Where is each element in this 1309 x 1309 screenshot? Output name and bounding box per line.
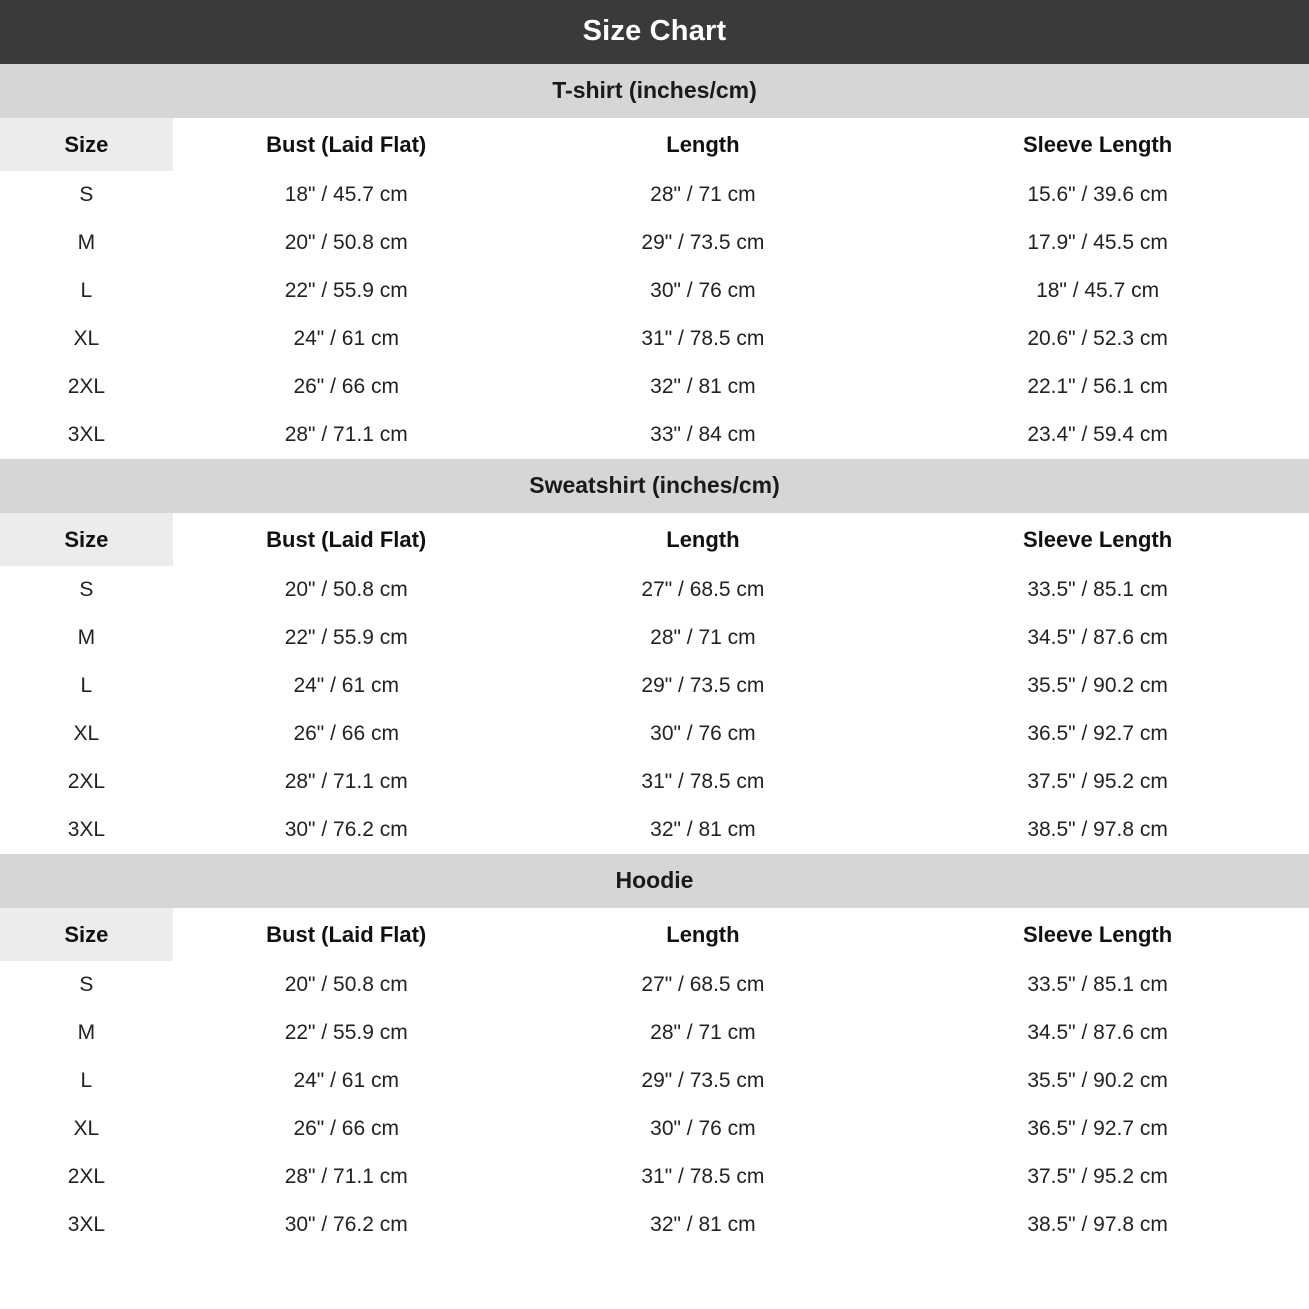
cell-length: 28" / 71 cm <box>650 626 756 649</box>
cell-bust: 20" / 50.8 cm <box>284 578 408 601</box>
size-table-sweatshirt <box>0 513 1309 854</box>
table-row <box>0 219 1309 267</box>
cell-sleeve: 34.5" / 87.6 cm <box>1027 1021 1168 1044</box>
column-header-size: Size <box>0 513 173 566</box>
cell-bust: 18" / 45.7 cm <box>284 183 408 206</box>
table-row <box>0 961 1309 1009</box>
cell-sleeve: 20.6" / 52.3 cm <box>1027 327 1168 350</box>
cell-sleeve: 22.1" / 56.1 cm <box>1027 375 1168 398</box>
cell-bust: 20" / 50.8 cm <box>284 973 408 996</box>
table-row <box>0 662 1309 710</box>
cell-bust: 22" / 55.9 cm <box>284 1021 408 1044</box>
cell-length: 32" / 81 cm <box>650 818 756 841</box>
section-heading-sweatshirt: Sweatshirt (inches/cm) <box>0 459 1309 513</box>
column-header-sleeve: Sleeve Length <box>1023 922 1173 947</box>
cell-size: L <box>80 279 93 302</box>
table-row <box>0 1153 1309 1201</box>
column-header-bust: Bust (Laid Flat) <box>266 922 427 947</box>
cell-length: 30" / 76 cm <box>650 722 756 745</box>
column-header-size: Size <box>0 908 173 961</box>
cell-size: XL <box>73 722 100 745</box>
table-header-row <box>0 118 1309 171</box>
cell-bust: 20" / 50.8 cm <box>284 231 408 254</box>
cell-length: 31" / 78.5 cm <box>641 327 765 350</box>
cell-bust: 26" / 66 cm <box>293 375 399 398</box>
cell-size: 3XL <box>67 818 106 841</box>
cell-size: XL <box>73 327 100 350</box>
table-row <box>0 411 1309 459</box>
table-header-row <box>0 908 1309 961</box>
cell-sleeve: 35.5" / 90.2 cm <box>1027 1069 1168 1092</box>
cell-bust: 24" / 61 cm <box>293 674 399 697</box>
cell-sleeve: 38.5" / 97.8 cm <box>1027 818 1168 841</box>
cell-bust: 22" / 55.9 cm <box>284 279 408 302</box>
column-header-length: Length <box>666 132 740 157</box>
cell-bust: 22" / 55.9 cm <box>284 626 408 649</box>
column-header-bust: Bust (Laid Flat) <box>266 527 427 552</box>
cell-length: 30" / 76 cm <box>650 279 756 302</box>
cell-sleeve: 34.5" / 87.6 cm <box>1027 626 1168 649</box>
column-header-sleeve: Sleeve Length <box>1023 527 1173 552</box>
section-heading-tshirt: T-shirt (inches/cm) <box>0 64 1309 118</box>
size-table-hoodie <box>0 908 1309 1249</box>
cell-sleeve: 36.5" / 92.7 cm <box>1027 1117 1168 1140</box>
table-row <box>0 710 1309 758</box>
cell-size: 2XL <box>67 375 106 398</box>
cell-sleeve: 35.5" / 90.2 cm <box>1027 674 1168 697</box>
column-header-length: Length <box>666 527 740 552</box>
cell-bust: 26" / 66 cm <box>293 722 399 745</box>
cell-bust: 30" / 76.2 cm <box>284 818 408 841</box>
table-row <box>0 1201 1309 1249</box>
cell-sleeve: 17.9" / 45.5 cm <box>1027 231 1168 254</box>
cell-size: 3XL <box>67 1213 106 1236</box>
cell-size: M <box>77 231 96 254</box>
column-header-size: Size <box>0 118 173 171</box>
cell-sleeve: 37.5" / 95.2 cm <box>1027 1165 1168 1188</box>
cell-sleeve: 38.5" / 97.8 cm <box>1027 1213 1168 1236</box>
table-row <box>0 1105 1309 1153</box>
table-row <box>0 1057 1309 1105</box>
cell-sleeve: 15.6" / 39.6 cm <box>1027 183 1168 206</box>
cell-size: L <box>80 1069 93 1092</box>
cell-sleeve: 23.4" / 59.4 cm <box>1027 423 1168 446</box>
table-row <box>0 758 1309 806</box>
table-header-row <box>0 513 1309 566</box>
cell-length: 32" / 81 cm <box>650 375 756 398</box>
size-table-tshirt <box>0 118 1309 459</box>
cell-size: S <box>79 183 94 206</box>
cell-length: 29" / 73.5 cm <box>641 674 765 697</box>
cell-bust: 28" / 71.1 cm <box>284 423 408 446</box>
cell-sleeve: 33.5" / 85.1 cm <box>1027 973 1168 996</box>
column-header-length: Length <box>666 922 740 947</box>
cell-length: 28" / 71 cm <box>650 183 756 206</box>
section-heading-hoodie: Hoodie <box>0 854 1309 908</box>
cell-size: 2XL <box>67 770 106 793</box>
table-row <box>0 315 1309 363</box>
cell-bust: 26" / 66 cm <box>293 1117 399 1140</box>
cell-length: 28" / 71 cm <box>650 1021 756 1044</box>
cell-size: S <box>79 973 94 996</box>
table-row <box>0 614 1309 662</box>
cell-length: 30" / 76 cm <box>650 1117 756 1140</box>
cell-sleeve: 36.5" / 92.7 cm <box>1027 722 1168 745</box>
cell-bust: 28" / 71.1 cm <box>284 770 408 793</box>
table-row <box>0 566 1309 614</box>
cell-length: 27" / 68.5 cm <box>641 578 765 601</box>
cell-size: M <box>77 1021 96 1044</box>
cell-size: L <box>80 674 93 697</box>
cell-length: 27" / 68.5 cm <box>641 973 765 996</box>
column-header-sleeve: Sleeve Length <box>1023 132 1173 157</box>
cell-length: 29" / 73.5 cm <box>641 1069 765 1092</box>
cell-length: 33" / 84 cm <box>650 423 756 446</box>
cell-bust: 28" / 71.1 cm <box>284 1165 408 1188</box>
page-title: Size Chart <box>0 0 1309 64</box>
cell-sleeve: 18" / 45.7 cm <box>1036 279 1160 302</box>
cell-bust: 24" / 61 cm <box>293 1069 399 1092</box>
column-header-bust: Bust (Laid Flat) <box>266 132 427 157</box>
cell-size: XL <box>73 1117 100 1140</box>
cell-sleeve: 37.5" / 95.2 cm <box>1027 770 1168 793</box>
table-row <box>0 1009 1309 1057</box>
cell-size: 2XL <box>67 1165 106 1188</box>
cell-bust: 24" / 61 cm <box>293 327 399 350</box>
cell-size: 3XL <box>67 423 106 446</box>
cell-size: M <box>77 626 96 649</box>
cell-length: 29" / 73.5 cm <box>641 231 765 254</box>
table-row <box>0 267 1309 315</box>
cell-length: 31" / 78.5 cm <box>641 1165 765 1188</box>
cell-bust: 30" / 76.2 cm <box>284 1213 408 1236</box>
table-row <box>0 363 1309 411</box>
cell-length: 31" / 78.5 cm <box>641 770 765 793</box>
table-row <box>0 806 1309 854</box>
cell-sleeve: 33.5" / 85.1 cm <box>1027 578 1168 601</box>
cell-length: 32" / 81 cm <box>650 1213 756 1236</box>
cell-size: S <box>79 578 94 601</box>
table-row <box>0 171 1309 219</box>
